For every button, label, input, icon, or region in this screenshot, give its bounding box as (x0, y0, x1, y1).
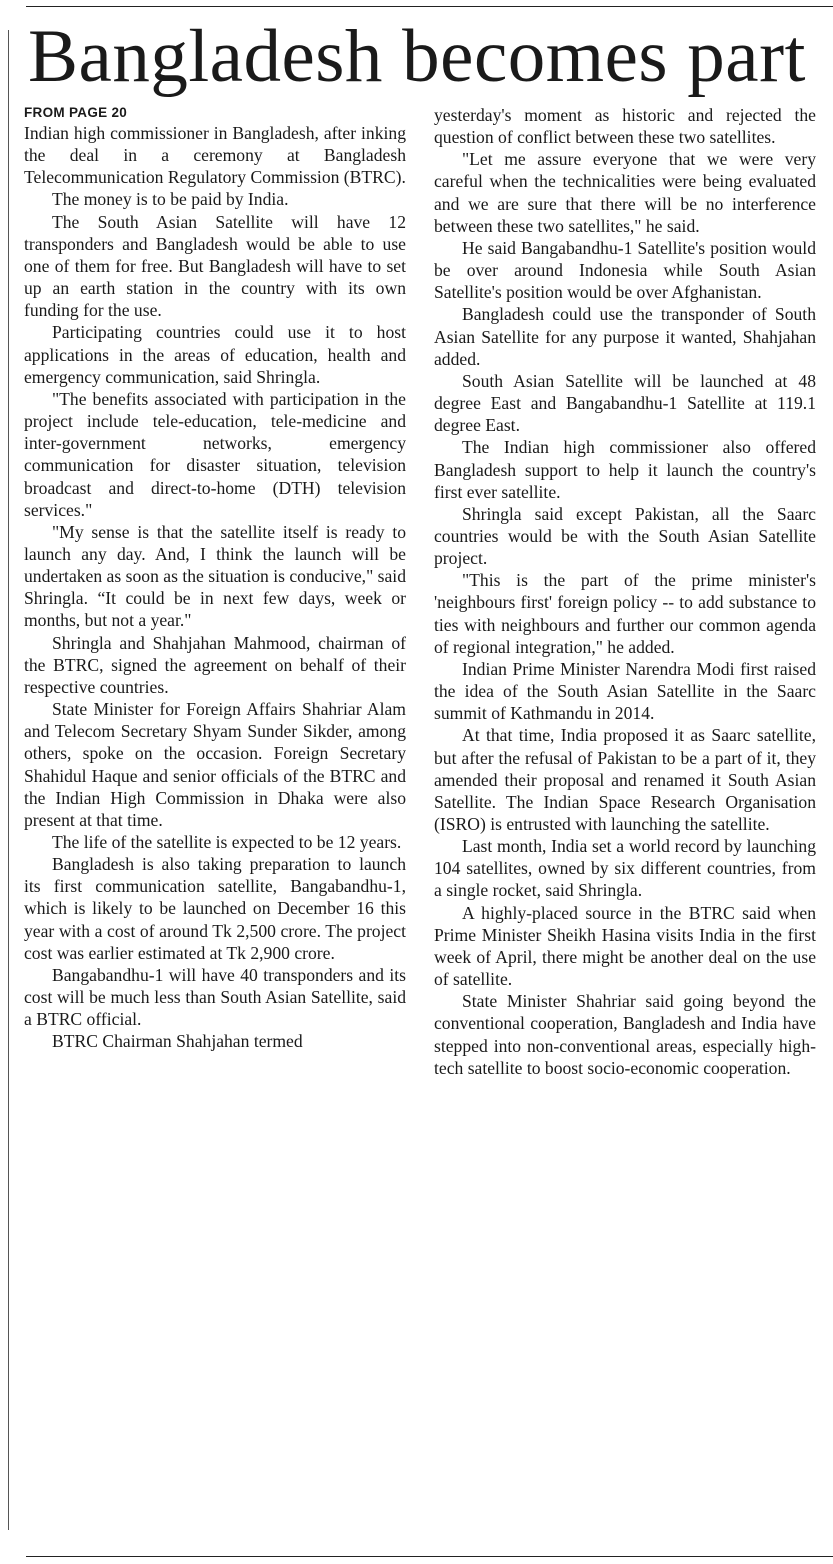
paragraph: "Let me assure everyone that we were very careful when the technicalities were being evaluated and we are sure that there will be no interference between these two satellites," he said. (434, 149, 816, 236)
paragraph: Bangladesh is also taking preparation to launch its first communication satellite, Bangabandhu-1, which is likely to be launched on December 16 this year with a cost of around Tk 2,500 crore. The project cost was earlier estimated at Tk 2,900 crore. (24, 854, 406, 963)
bottom-rule (26, 1556, 833, 1557)
paragraph: State Minister for Foreign Affairs Shahriar Alam and Telecom Secretary Shyam Sunder Sikder, among others, spoke on the occasion. Foreign Secretary Shahidul Haque and senior officials of the BTRC and the Indian High Commission in Dhaka were also present at that time. (24, 699, 406, 830)
paragraph: Indian Prime Minister Narendra Modi first raised the idea of the South Asian Satellite in the Saarc summit of Kathmandu in 2014. (434, 658, 816, 724)
paragraph: BTRC Chairman Shahjahan termed (52, 1031, 303, 1052)
paragraph: Indian high commissioner in Bangladesh, after inking the deal in a ceremony at Bangladesh Telecommunication Regulatory Commission (BTRC). (24, 123, 406, 188)
paragraph: South Asian Satellite will be launched at 48 degree East and Bangabandhu-1 Satellite at 119.1 degree East. (434, 370, 816, 436)
paragraph: Last month, India set a world record by launching 104 satellites, owned by six different countries, from a single rocket, said Shringla. (434, 836, 816, 901)
paragraph: Bangladesh could use the transponder of South Asian Satellite for any purpose it wanted, Shahjahan added. (434, 304, 816, 369)
paragraph: State Minister Shahriar said going beyond the conventional cooperation, Bangladesh and India have stepped into non-conventional areas, especially high-tech satellite to boost socio-economic cooperation. (434, 991, 816, 1078)
paragraph: The money is to be paid by India. (52, 189, 289, 210)
paragraph: The South Asian Satellite will have 12 transponders and Bangladesh would be able to use one of them for free. But Bangladesh will have to set up an earth station in the country with its own funding for the use. (24, 211, 406, 321)
paragraph: The Indian high commissioner also offered Bangladesh support to help it launch the country's first ever satellite. (434, 437, 816, 502)
paragraph: Shringla and Shahjahan Mahmood, chairman of the BTRC, signed the agreement on behalf of their respective countries. (24, 632, 406, 697)
paragraph: yesterday's moment as historic and rejected the question of conflict between these two satellites. (434, 105, 816, 148)
paragraph: Bangabandhu-1 will have 40 transponders and its cost will be much less than South Asian Satellite, said a BTRC official. (24, 964, 406, 1030)
article-column-left (24, 104, 406, 1053)
paragraph: A highly-placed source in the BTRC said when Prime Minister Sheikh Hasina visits India in the first week of April, there might be another deal on the use of satellite. (434, 902, 816, 990)
paragraph: At that time, India proposed it as Saarc satellite, but after the refusal of Pakistan to be a part of it, they amended their proposal and renamed it South Asian Satellite. The Indian Space Research Organisation (ISRO) is entrusted with launching the satellite. (434, 725, 816, 834)
paragraph: "The benefits associated with participation in the project include tele-education, tele-medicine and inter-government networks, emergency communication for disaster situation, television broadcast and direct-to-home (DTH) television services." (24, 388, 406, 520)
paragraph: The life of the satellite is expected to be 12 years. (52, 832, 402, 852)
paragraph: Participating countries could use it to host applications in the areas of education, health and emergency communication, said Shringla. (24, 322, 406, 387)
paragraph: Shringla said except Pakistan, all the Saarc countries would be with the South Asian Satellite project. (434, 503, 816, 569)
top-rule (26, 6, 833, 7)
paragraph: "My sense is that the satellite itself is ready to launch any day. And, I think the launch will be undertaken as soon as the situation is conducive," said Shringla. “It could be in next few days, week or months, but not a year." (24, 521, 406, 631)
paragraph: "This is the part of the prime minister's 'neighbours first' foreign policy -- to add substance to ties with neighbours and further our common agenda of regional integration," he added. (434, 570, 816, 657)
article-column-right (434, 104, 816, 1079)
headline: Bangladesh becomes part (28, 15, 806, 98)
jump-label: FROM PAGE 20 (24, 105, 128, 120)
paragraph: He said Bangabandhu-1 Satellite's position would be over around Indonesia while South Asian Satellite's position would be over Afghanistan. (434, 237, 816, 303)
left-column-rule (8, 30, 9, 1530)
